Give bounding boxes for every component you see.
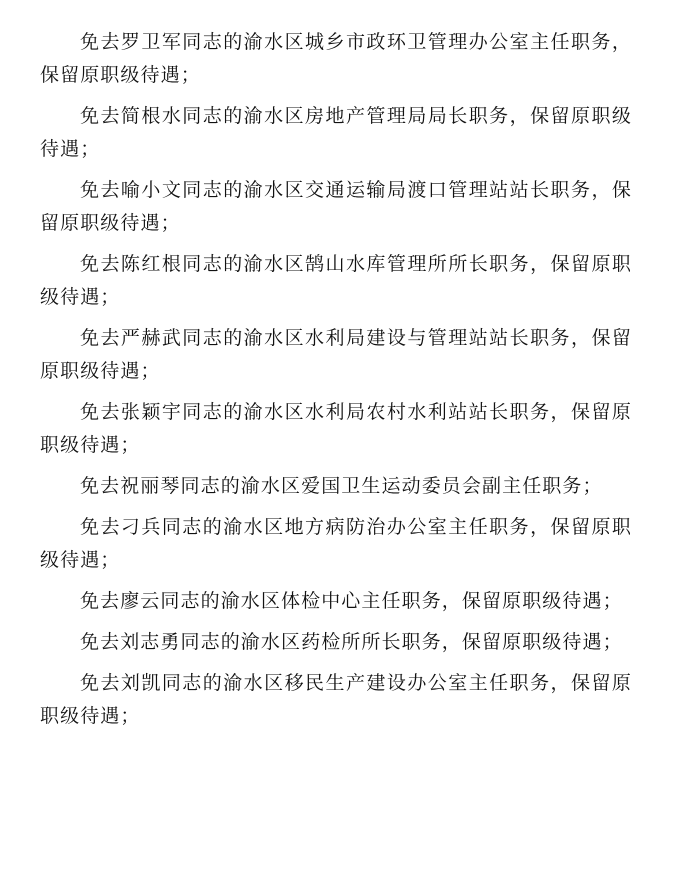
paragraph-liao-yun: 免去廖云同志的渝水区体检中心主任职务，保留原职级待遇； bbox=[80, 590, 623, 612]
paragraph-zhang-yingyu: 免去张颖宇同志的渝水区水利局农村水利站站长职务，保留原职级待遇； bbox=[40, 401, 632, 456]
paragraph-liu-zhiyong: 免去刘志勇同志的渝水区药检所所长职务，保留原职级待遇； bbox=[80, 631, 623, 653]
paragraph-jian-genshui: 免去简根水同志的渝水区房地产管理局局长职务，保留原职级待遇； bbox=[40, 105, 632, 160]
paragraph-zhu-liqin: 免去祝丽琴同志的渝水区爱国卫生运动委员会副主任职务； bbox=[80, 475, 603, 497]
paragraph-diao-bing: 免去刁兵同志的渝水区地方病防治办公室主任职务，保留原职级待遇； bbox=[40, 516, 632, 571]
paragraph-yan-hewu: 免去严赫武同志的渝水区水利局建设与管理站站长职务，保留原职级待遇； bbox=[40, 327, 632, 382]
paragraph-chen-honggen: 免去陈红根同志的渝水区鹄山水库管理所所长职务，保留原职级待遇； bbox=[40, 253, 632, 308]
paragraph-luo-weijun: 免去罗卫军同志的渝水区城乡市政环卫管理办公室主任职务，保留原职级待遇； bbox=[40, 31, 632, 86]
paragraph-yu-xiaowen: 免去喻小文同志的渝水区交通运输局渡口管理站站长职务，保留原职级待遇； bbox=[40, 179, 632, 234]
paragraph-liu-kai: 免去刘凯同志的渝水区移民生产建设办公室主任职务，保留原职级待遇； bbox=[40, 672, 632, 727]
